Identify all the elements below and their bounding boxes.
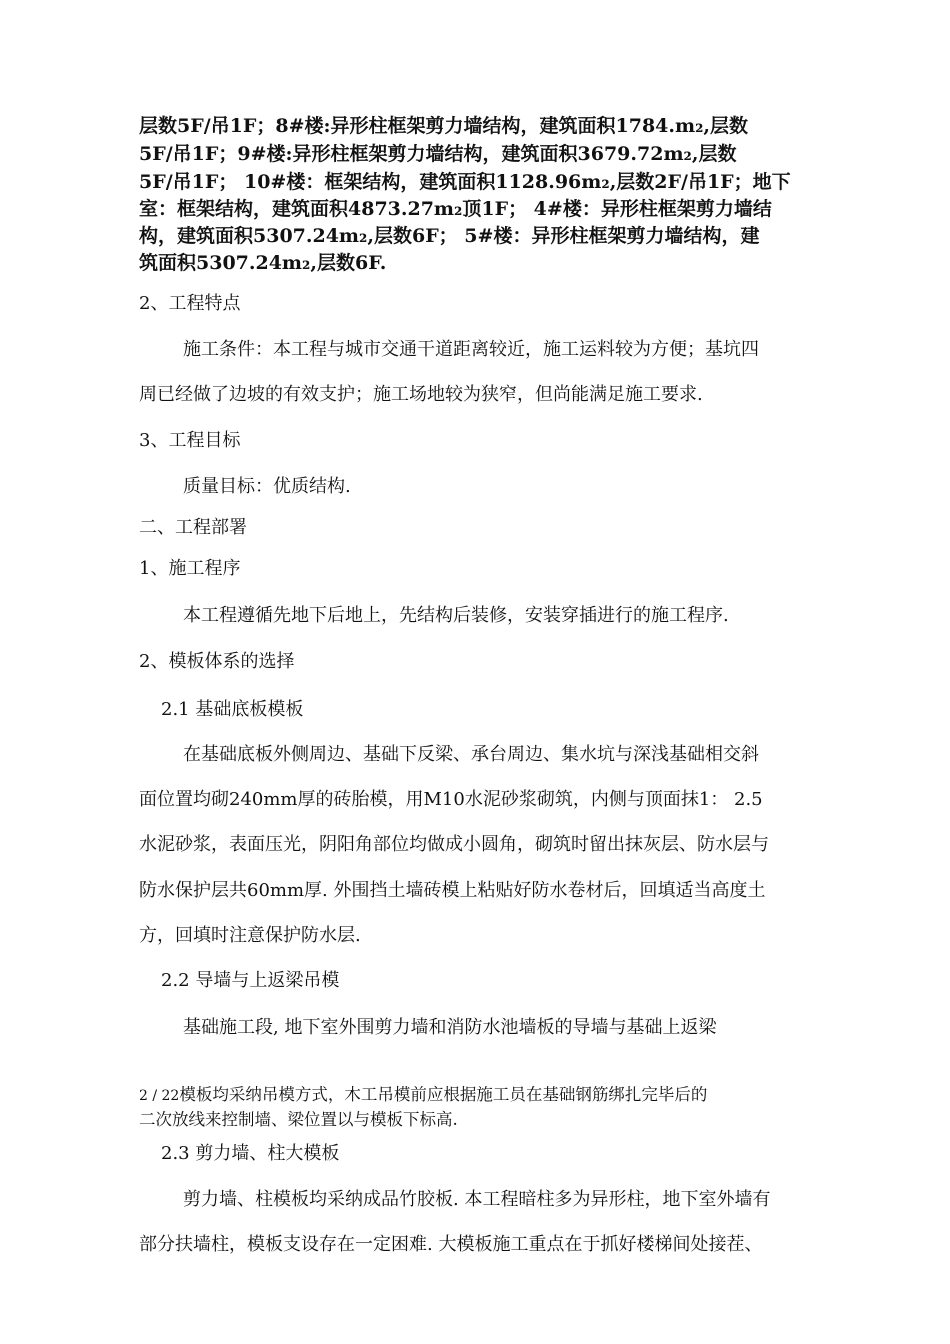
paragraph-line: 防水保护层共60mm厚. 外围挡土墙砖模上粘贴好防水卷材后，回填适当高度土 [139,880,766,901]
intro-line-2: 5F/吊1F；9#楼:异形柱框架剪力墙结构，建筑面积3679.72m₂,层数 [139,143,737,165]
paragraph-line: 二次放线来控制墙、梁位置以与模板下标高. [139,1110,458,1129]
heading-deployment: 二、工程部署 [139,517,247,538]
heading-goals: 3、工程目标 [139,430,241,451]
heading-features: 2、工程特点 [139,293,241,314]
paragraph-line: 剪力墙、柱模板均采纳成品竹胶板. 本工程暗柱多为异形柱，地下室外墙有 [183,1189,771,1210]
paragraph-line: 基础施工段, 地下室外围剪力墙和消防水池墙板的导墙与基础上返梁 [183,1017,717,1038]
paragraph-line: 部分扶墙柱，模板支设存在一定困难. 大模板施工重点在于抓好楼梯间处接茬、 [139,1234,763,1255]
subheading-2-1: 2.1 基础底板模板 [161,699,304,720]
paragraph-line: 施工条件：本工程与城市交通干道距离较近，施工运料较为方便；基坑四 [183,339,759,360]
page-number: 2 / 22 [139,1088,180,1104]
heading-formwork: 2、模板体系的选择 [139,651,295,672]
intro-line-1: 层数5F/吊1F；8#楼:异形柱框架剪力墙结构，建筑面积1784.m₂,层数 [139,115,749,137]
intro-line-5: 构，建筑面积5307.24m₂,层数6F； 5#楼：异形柱框架剪力墙结构，建 [139,225,760,247]
paragraph-line: 本工程遵循先地下后地上，先结构后装修，安装穿插进行的施工程序. [183,605,729,626]
paragraph-line: 面位置均砌240mm厚的砖胎模，用M10水泥砂浆砌筑，内侧与顶面抹1： 2.5 [139,789,763,810]
subheading-2-2: 2.2 导墙与上返梁吊模 [161,970,340,991]
paragraph-line: 周已经做了边坡的有效支护；施工场地较为狭窄，但尚能满足施工要求. [139,384,703,405]
intro-line-3: 5F/吊1F； 10#楼：框架结构，建筑面积1128.96m₂,层数2F/吊1F；地下 [139,171,791,193]
paragraph-line: 水泥砂浆，表面压光，阴阳角部位均做成小圆角，砌筑时留出抹灰层、防水层与 [139,834,769,855]
page-break-line [139,1083,707,1108]
intro-line-6: 筑面积5307.24m₂,层数6F. [139,252,387,274]
paragraph-line: 质量目标：优质结构. [183,476,351,497]
heading-procedure: 1、施工程序 [139,558,241,579]
subheading-2-3: 2.3 剪力墙、柱大模板 [161,1143,340,1164]
paragraph-text: 模板均采纳吊模方式，木工吊模前应根据施工员在基础钢筋绑扎完毕后的 [179,1085,708,1104]
paragraph-line: 方，回填时注意保护防水层. [139,925,361,946]
paragraph-line: 在基础底板外侧周边、基础下反梁、承台周边、集水坑与深浅基础相交斜 [183,744,759,765]
intro-line-4: 室：框架结构，建筑面积4873.27m₂顶1F； 4#楼：异形柱框架剪力墙结 [139,198,772,220]
